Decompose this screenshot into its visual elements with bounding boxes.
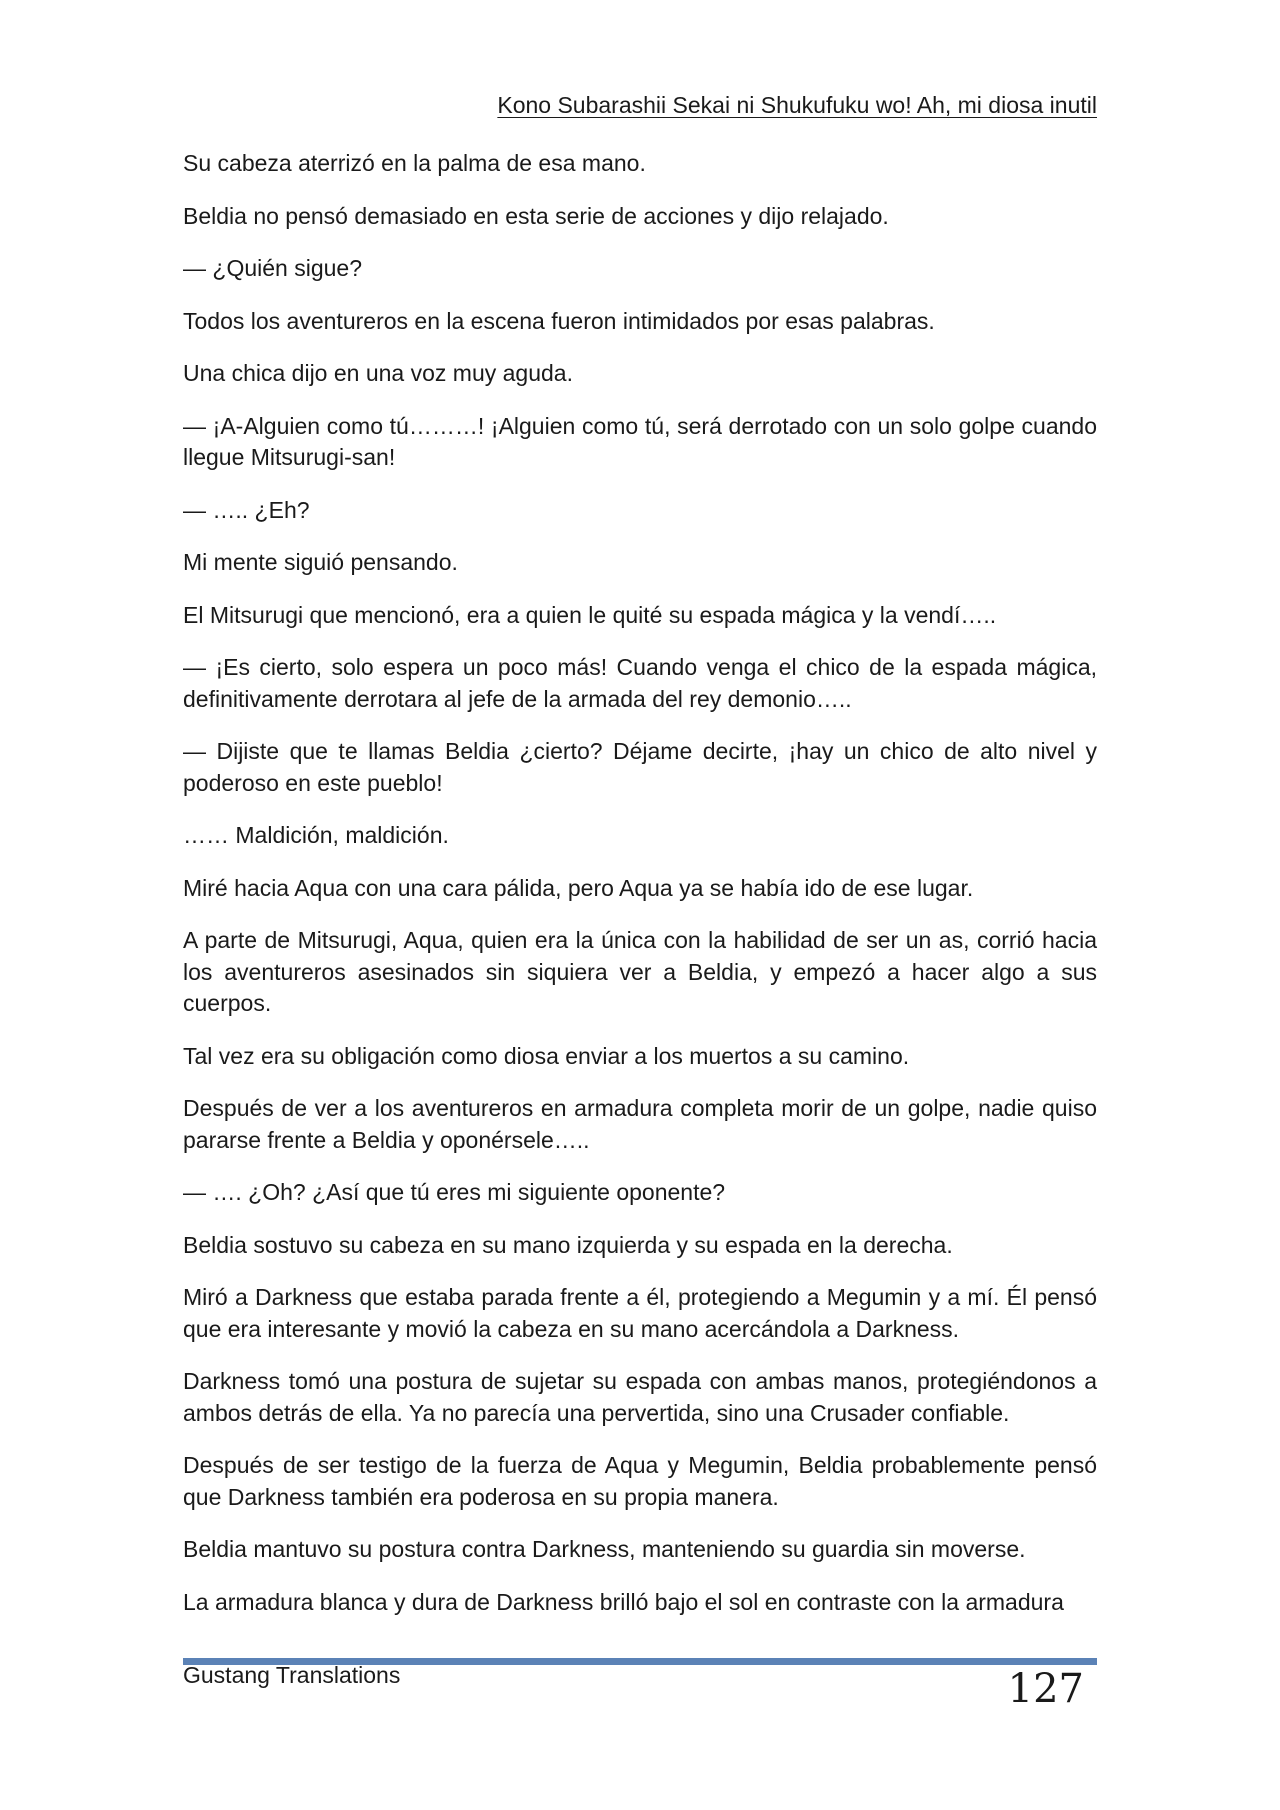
paragraph: — Dijiste que te llamas Beldia ¿cierto? Déjame decirte, ¡hay un chico de alto nivel y poderoso en este pueblo! <box>183 738 1097 796</box>
paragraph: Beldia no pensó demasiado en esta serie de acciones y dijo relajado. <box>183 202 889 229</box>
body-text <box>183 148 1097 1639</box>
paragraph: Miré hacia Aqua con una cara pálida, pero Aqua ya se había ido de ese lugar. <box>183 874 974 901</box>
paragraph: Miró a Darkness que estaba parada frente a él, protegiendo a Megumin y a mí. Él pensó que era interesante y movió la cabeza en su mano acercándola a Darkness. <box>183 1284 1097 1342</box>
paragraph: La armadura blanca y dura de Darkness brilló bajo el sol en contraste con la armadura <box>183 1588 1064 1615</box>
paragraph: El Mitsurugi que mencionó, era a quien le quité su espada mágica y la vendí….. <box>183 601 997 628</box>
paragraph: — …. ¿Oh? ¿Así que tú eres mi siguiente oponente? <box>183 1179 726 1205</box>
running-header-title: Kono Subarashii Sekai ni Shukufuku wo! Ah, mi diosa inutil <box>497 92 1097 118</box>
paragraph: Una chica dijo en una voz muy aguda. <box>183 360 573 386</box>
paragraph: Su cabeza aterrizó en la palma de esa mano. <box>183 150 646 176</box>
page-number: 127 <box>1007 1666 1084 1712</box>
paragraph: Después de ser testigo de la fuerza de Aqua y Megumin, Beldia probablemente pensó que Darkness también era poderosa en su propia manera. <box>183 1452 1097 1510</box>
paragraph: — ¡A-Alguien como tú………! ¡Alguien como tú, será derrotado con un solo golpe cuando llegue Mitsurugi-san! <box>183 412 1097 470</box>
paragraph: — ¡Es cierto, solo espera un poco más! Cuando venga el chico de la espada mágica, definitivamente derrotara al jefe de la armada del rey demonio….. <box>183 654 1097 712</box>
paragraph: Beldia mantuvo su postura contra Darkness, manteniendo su guardia sin moverse. <box>183 1536 1026 1562</box>
paragraph: — ¿Quién sigue? <box>183 255 362 281</box>
paragraph: Después de ver a los aventureros en armadura completa morir de un golpe, nadie quiso pararse frente a Beldia y oponérsele….. <box>183 1095 1097 1153</box>
paragraph: Todos los aventureros en la escena fueron intimidados por esas palabras. <box>183 307 935 334</box>
paragraph: Darkness tomó una postura de sujetar su espada con ambas manos, protegiéndonos a ambos detrás de ella. Ya no parecía una pervertida, sino una Crusader confiable. <box>183 1368 1097 1426</box>
footer-credit: Gustang Translations <box>183 1662 401 1688</box>
paragraph: Mi mente siguió pensando. <box>183 549 458 575</box>
paragraph: …… Maldición, maldición. <box>183 822 449 848</box>
paragraph: Tal vez era su obligación como diosa enviar a los muertos a su camino. <box>183 1042 910 1069</box>
paragraph: — ….. ¿Eh? <box>183 496 310 523</box>
paragraph: Beldia sostuvo su cabeza en su mano izquierda y su espada en la derecha. <box>183 1231 953 1258</box>
paragraph: A parte de Mitsurugi, Aqua, quien era la única con la habilidad de ser un as, corrió hacia los aventureros asesinados sin siquiera ver a Beldia, y empezó a hacer algo a sus cuerpos. <box>183 927 1097 1016</box>
